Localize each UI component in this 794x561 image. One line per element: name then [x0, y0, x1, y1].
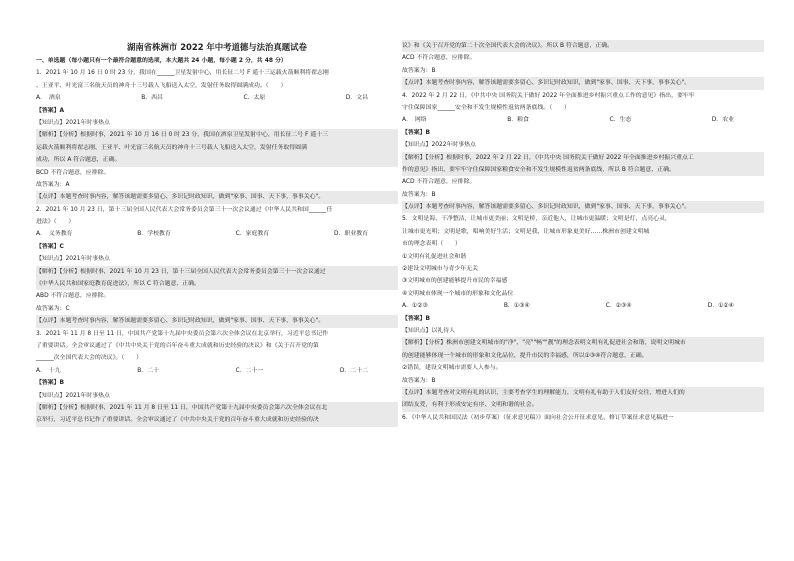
- text-line: 5．文明是海，干净整洁，让城市更美丽；文明是桥，亲近他人，让城市更温暖；文明是灯，点亮心灵，: [402, 216, 671, 223]
- answer-line: 【答案】B: [36, 380, 65, 387]
- option-text: D．①②④: [707, 303, 734, 310]
- right-column: [402, 40, 764, 424]
- option-text: D．二十二: [339, 367, 368, 374]
- analysis-line: 《中华人民共和国家庭教育促进法》，所以 C 符合题意，正确。: [36, 278, 398, 290]
- analysis-line: 团结友爱，有利于形成安定有序、文明和谐的社会。: [402, 399, 764, 411]
- right-lines: [402, 40, 764, 424]
- text-line: 6．《中华人民共和国民法（初步草案）（征求意见稿）》面向社会公开征求意见。修订草案征求意见稿进一: [402, 414, 674, 421]
- option-text: B．二十: [137, 367, 159, 374]
- analysis-line: 【点评】本题考查时事内容，解答该题需要多留心、多识记时政知识，做到"家事、国事、天下事，事事关心"。: [36, 191, 398, 203]
- option-text: A． 网络: [402, 117, 427, 124]
- text-line: 2．2021 年 10 月 23 日，第十三届全国人民代表大会常务委员会第三十一次会议通过《中华人民共和国______任: [36, 206, 333, 213]
- analysis-line: 京举行，习近平总书记作了重要讲话。全会审议通过了《中共中央关于党的百年奋斗重大成就和历史经验的决: [36, 414, 398, 426]
- answer-options: [36, 228, 398, 240]
- left-lines: [36, 67, 398, 426]
- text-line: ACD 不符合题意，应排除。: [402, 55, 476, 62]
- left-column: [36, 40, 398, 427]
- text-line: 守住保障国家______安全和不发生规模性返贫两条底线。（ ）: [402, 104, 570, 111]
- option-text: C．二十一: [235, 367, 264, 374]
- option-text: C．②③④: [605, 303, 632, 310]
- analysis-line: 【解析】【分析】根据时事，2021 年 11 月 8 日至 11 日，中国共产党第十九届中央委员会第六次全体会议在北: [36, 402, 398, 414]
- text-line: 让城市更光明；文明是歌，唱响美好生活；文明是我，让城市形象更美好……株洲市创建文明城: [402, 228, 650, 235]
- text-line: 故答案为：A: [36, 181, 70, 188]
- text-line: 故答案为：C: [36, 305, 70, 312]
- analysis-line: 【点评】本题考查时事内容，解答该题需要多留心、多识记时政知识，做到"家事、国事、天下事，事事关心"。: [402, 77, 764, 89]
- knowledge-point-line: 【知识点】以礼待人: [402, 327, 456, 334]
- answer-options: [402, 114, 764, 126]
- text-line: 了重要讲话。全会审议通过了《中共中央关于党的百年奋斗重大成就和历史经验的决议》和《关于召开党的第: [36, 342, 319, 349]
- section-heading: 一、单选题（每小题只有一个最符合题意的选项，本大题共 24 小题，每小题 2 分，共 48 分）: [36, 58, 287, 64]
- option-text: B．①③④: [503, 303, 530, 310]
- option-text: C．家庭教育: [235, 231, 270, 238]
- analysis-line: 【点评】本题考查时事内容，解答该题需要多留心、多识记时政知识，做到"家事、国事、天下事，事事关心"。: [402, 201, 764, 213]
- analysis-line: 【解析】【分析】根据时事，2022 年 2 月 22 日，《中共中央 国务院关于做好 2022 年全面推进乡村振兴重点工: [402, 152, 764, 164]
- analysis-line: 【解析】【分析】株洲市创建文明城市的"净"、"亮""畅""靓"的理念表明文明有礼促进社会和谐，说明文明城市: [402, 337, 764, 349]
- analysis-line: 成功，所以 A 符合题意，正确。: [36, 154, 398, 166]
- option-text: A． 十九: [36, 367, 61, 374]
- text-line: ③文明城市的创建能够提升市民的幸福感: [402, 278, 508, 285]
- text-line: ACD 不符合题意，应排除。: [402, 179, 476, 186]
- option-text: D．农业: [711, 117, 734, 124]
- option-text: A． 义务教育: [36, 231, 73, 238]
- analysis-line: 作的意见》指出，要牢牢守住保障国家粮食安全和不发生规模性返贫两条底线，所以 B 符合题意，正确。: [402, 164, 764, 176]
- knowledge-point-line: 【知识点】2022年时事热点: [402, 142, 476, 149]
- analysis-line: 【解析】【分析】根据时事，2021 年 10 月 23 日，第十三届全国人民代表大会常务委员会第三十一次会议通过: [36, 266, 398, 278]
- answer-options: [36, 92, 398, 104]
- text-line: 故答案为：B: [402, 67, 436, 74]
- option-text: C．生态: [609, 117, 632, 124]
- option-text: A． 酒泉: [36, 95, 61, 102]
- answer-options: [402, 300, 764, 312]
- option-text: B．西昌: [141, 95, 163, 102]
- text-line: 4．2022 年 2 月 22 日，《中共中央 国务院关于做好 2022 年全面推进乡村振兴重点工作的意见》指出，要牢牢: [402, 92, 695, 99]
- text-line: 1．2021 年 10 月 16 日 0 时 23 分，我国在______卫星发射中心，用长征二号 F 遥十三运载火箭顺利将翟志刚: [36, 70, 329, 77]
- text-line: 故答案为：B: [402, 377, 436, 384]
- text-line: ______次全国代表大会的决议》。（ ）: [36, 355, 143, 362]
- text-line: 故答案为：B: [402, 191, 436, 198]
- option-text: D．职业教育: [334, 231, 368, 238]
- answer-line: 【答案】A: [36, 107, 65, 114]
- answer-line: 【答案】B: [402, 129, 431, 136]
- text-line: 市的理念表明（ ）: [402, 241, 461, 248]
- analysis-line: 的创建能够体现一个城市的形象和文化品位，提升市民的幸福感，所以①③④符合题意，正确。: [402, 350, 764, 362]
- option-text: B．粮食: [507, 117, 529, 124]
- text-line: ②建设文明城市与青少年无关: [402, 266, 478, 273]
- analysis-line: 议》和《关于召开党的第二十次全国代表大会的决议》。所以 B 符合题意，正确。: [402, 40, 764, 52]
- text-line: 3．2021 年 11 月 8 日至 11 日，中国共产党第十九届中央委员会第六次全体会议在北京举行，习近平总书记作: [36, 330, 329, 337]
- text-line: ②错误，建设文明城市需要人人参与。: [402, 365, 502, 372]
- answer-line: 【答案】B: [402, 315, 431, 322]
- knowledge-point-line: 【知识点】2021年时事热点: [36, 256, 110, 263]
- text-line: BCD 不符合题意，应排除。: [36, 169, 110, 176]
- knowledge-point-line: 【知识点】2021年时事热点: [36, 392, 110, 399]
- knowledge-point-line: 【知识点】2021年时事热点: [36, 119, 110, 126]
- option-text: D．文昌: [345, 95, 368, 102]
- page-title: 湖南省株洲市 2022 年中考道德与法治真题试卷: [127, 42, 307, 52]
- analysis-line: 【解析】【分析】根据时事，2021 年 10 月 16 日 0 时 23 分，我国在酒泉卫星发射中心，用长征二号 F 遥十三: [36, 129, 398, 141]
- text-line: ABD 不符合题意，应排除。: [36, 293, 110, 300]
- text-line: 进法》（ ）: [36, 219, 75, 226]
- analysis-line: 【点评】本题考查对文明有礼的认识，主要考查学生的理解能力，文明有礼有助于人们友好交往，增进人们的: [402, 387, 764, 399]
- analysis-line: 【点评】本题考查时事内容，解答该题需要多留心、多识记时政知识，做到"家事、国事、天下事，事事关心"。: [36, 315, 398, 327]
- text-line: ④文明城市体现一个城市的形象和文化品位: [402, 290, 514, 297]
- analysis-line: 运载火箭顺利将翟志刚、王亚平、叶光富三名航天员的神舟十三号载人飞船送入太空，发射任务取得圆满: [36, 142, 398, 154]
- option-text: C．太原: [243, 95, 266, 102]
- option-text: A．①②③: [402, 303, 428, 310]
- answer-options: [36, 365, 398, 377]
- text-line: ①文明有礼促进社会和谐: [402, 253, 467, 260]
- answer-line: 【答案】C: [36, 243, 64, 250]
- option-text: B．学校教育: [137, 231, 171, 238]
- text-line: 、王亚平、叶光富三名航天员的神舟十三号载人飞船送入太空，发射任务取得圆满成功。（ ）: [36, 82, 287, 89]
